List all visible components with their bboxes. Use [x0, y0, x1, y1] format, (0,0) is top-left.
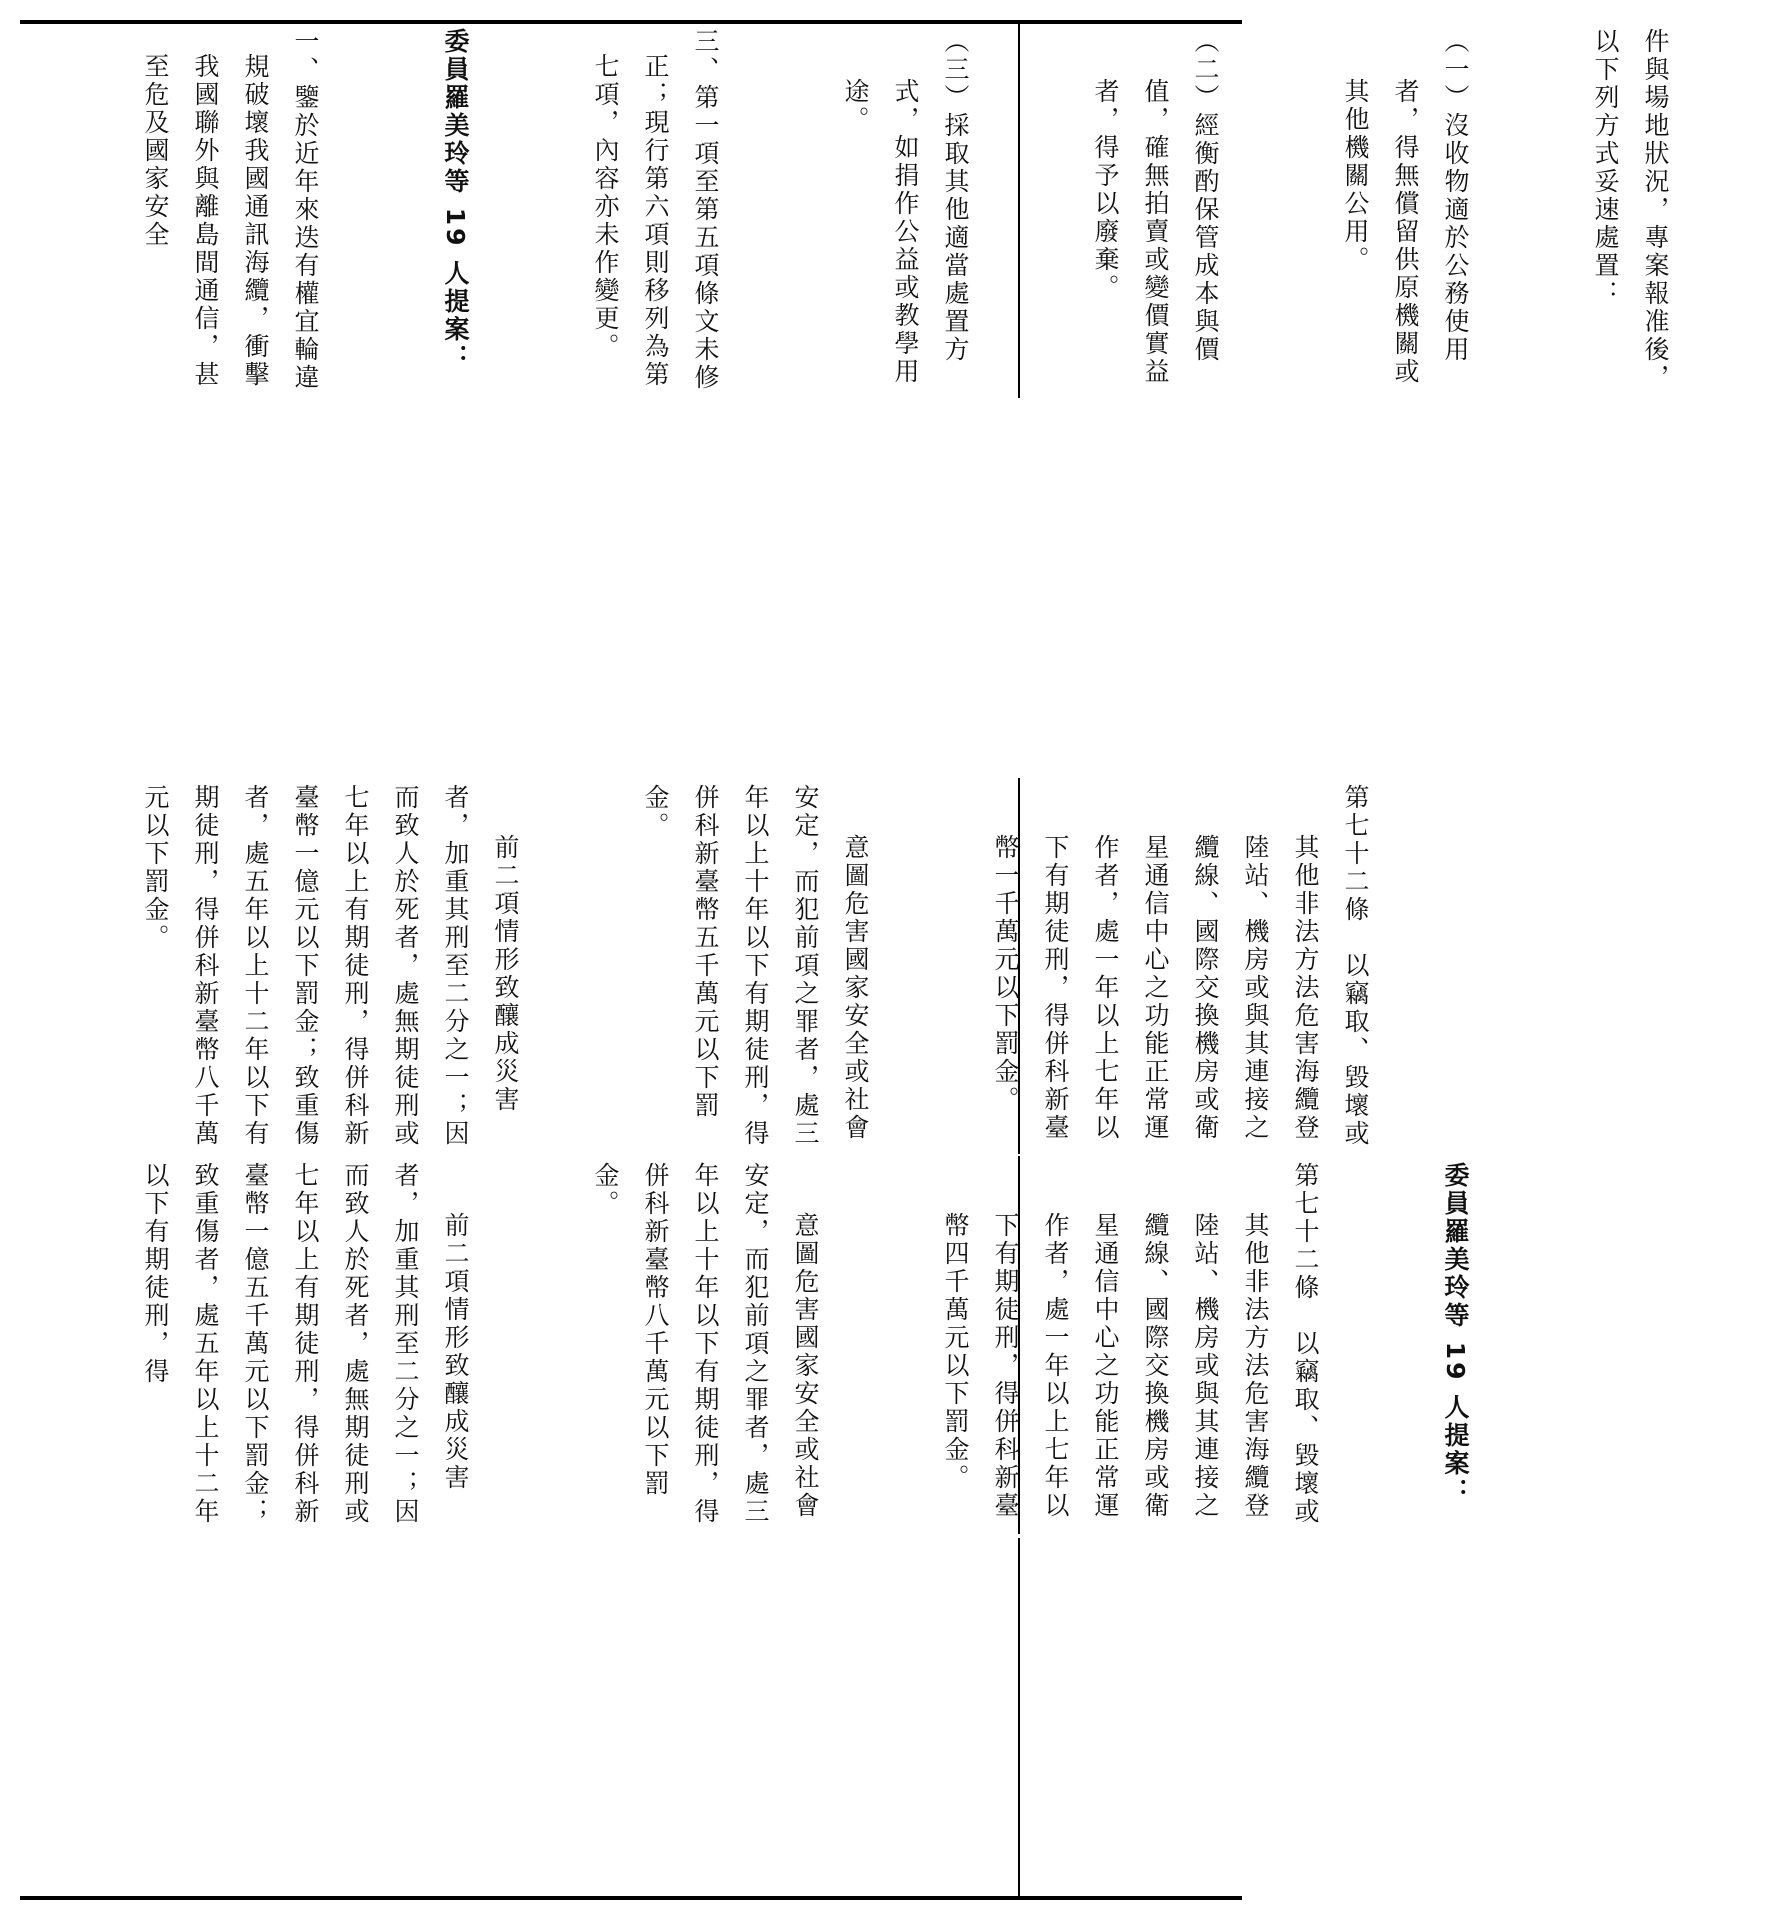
panel-bottom-text	[30, 1162, 1580, 1532]
top-rule	[20, 20, 1242, 24]
panel-divider-bottom-lower	[1018, 1538, 1020, 1896]
article-text: 第七十二條 以竊取、毀壞或其他非法方法危害海纜登陸站、機房或與其連接之纜線、國際交換機房或衛星通信中心之功能正常運作者，處一年以上七年以下有期徒刑，得併科新臺幣四千萬元以下罰金。	[941, 1162, 1320, 1526]
bottom-rule	[20, 1896, 1242, 1900]
article-text: 第七十二條 以竊取、毀壞或其他非法方法危害海纜登陸站、機房或與其連接之纜線、國際交換機房或衛星通信中心之功能正常運作者，處一年以上七年以下有期徒刑，得併科新臺幣一千萬元以下罰金。	[991, 784, 1370, 1148]
article-text: 前二項情形致釀成災害者，加重其刑至二分之一；因而致人於死者，處無期徒刑或七年以上有期徒刑，得併科新臺幣一億五千萬元以下罰金；致重傷者，處五年以上十二年以下有期徒刑，得	[141, 1162, 470, 1526]
article-text: 前二項情形致釀成災害者，加重其刑至二分之一；因而致人於死者，處無期徒刑或七年以上有期徒刑，得併科新臺幣一億元以下罰金；致重傷者，處五年以上十二年以下有期徒刑，得併科新臺幣八千萬元以下罰金。	[141, 784, 520, 1148]
text-line: 一、鑒於近年來迭有權宜輪違規破壞我國通訊海纜，衝擊我國聯外與離島間通信，甚至危及國家安全	[141, 28, 320, 392]
text-line: （三）採取其他適當處置方式，如捐作公益或教學用途。	[841, 28, 970, 386]
text-line: （二）經衡酌保管成本與價值，確無拍賣或變價實益者，得予以廢棄。	[1091, 28, 1220, 386]
panel-middle	[30, 784, 1370, 1148]
panel-top-right	[30, 28, 1670, 396]
article-text: 意圖危害國家安全或社會安定，而犯前項之罪者，處三年以上十年以下有期徒刑，得併科新臺幣五千萬元以下罰金。	[641, 784, 870, 1148]
section-heading: 委員羅美玲等 19 人提案：	[1441, 1162, 1470, 1507]
panel-top-right-text	[30, 28, 1780, 396]
section-heading: 委員羅美玲等 19 人提案：	[441, 28, 470, 373]
text-line: 件與場地狀況，專案報准後，以下列方式妥速處置：	[1591, 28, 1670, 392]
text-line: （一）沒收物適於公務使用者，得無償留供原機關或其他機關公用。	[1341, 28, 1470, 386]
article-text: 意圖危害國家安全或社會安定，而犯前項之罪者，處三年以上十年以下有期徒刑，得併科新臺幣八千萬元以下罰金。	[591, 1162, 820, 1526]
panel-middle-text	[30, 784, 1480, 1148]
panel-bottom	[30, 1162, 1470, 1532]
text-line: 三、第一項至第五項條文未修正；現行第六項則移列為第七項，內容亦未作變更。	[591, 28, 720, 392]
